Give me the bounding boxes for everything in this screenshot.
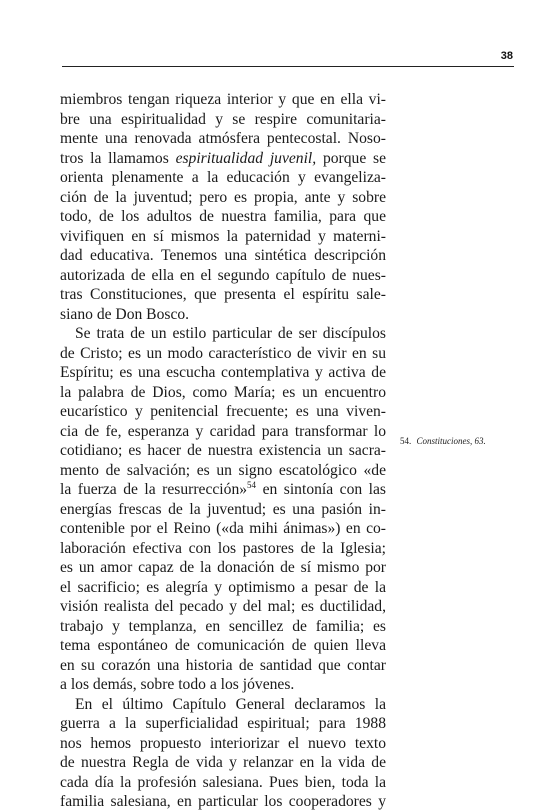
text-line: a los demás, sobre todo a los jóvenes. xyxy=(60,676,295,693)
text-segment: tros la llamamos xyxy=(60,149,169,167)
text-line: autorizada de ella en el segundo capítulo de nues- xyxy=(60,266,386,284)
text-line: es un amor capaz de la donación de sí mismo por xyxy=(60,559,386,576)
text-line: el sacrificio; es alegría y optimismo a pesar de la xyxy=(60,578,386,596)
text-line: visión realista del pecado y del mal; es ductilidad, xyxy=(60,598,386,615)
text-line: guerra a la superficialidad espiritual; para 1988 xyxy=(60,715,386,732)
text-line: laboración efectiva con los pastores de la Iglesia; xyxy=(60,539,386,557)
text-line: eucarístico y penitencial frecuente; es una viven- xyxy=(60,403,386,420)
text-line: cotidiano; es hacer de nuestra existencia un sacra- xyxy=(60,442,386,459)
text-line: tras Constituciones, que presenta el espíritu sale- xyxy=(60,286,386,303)
text-line: contenible por el Reino («da mihi ánimas») en co- xyxy=(60,520,386,537)
footnote-marker: 54 xyxy=(247,479,257,490)
text-line: energías frescas de la juventud; es una pasión in- xyxy=(60,500,386,518)
text-line-mixed xyxy=(60,480,386,500)
text-line: siano de Don Bosco. xyxy=(60,305,190,323)
text-line: bre una espiritualidad y se respire comunitaria- xyxy=(60,110,386,128)
text-line: dad educativa. Tenemos una sintética descripción xyxy=(60,247,386,264)
page-number: 38 xyxy=(500,50,513,62)
text-line: familia salesiana, en particular los cooperadores y xyxy=(60,793,386,810)
text-line: Espíritu; es una escucha contemplativa y activa de xyxy=(60,364,386,381)
text-segment: en sintonía con las xyxy=(262,481,387,498)
text-line: en su corazón una historia de santidad que contar xyxy=(60,656,386,674)
footnote xyxy=(400,436,486,446)
text-line: mento de salvación; es un signo escatológico «de xyxy=(60,461,386,479)
text-line: En el último Capítulo General declaramos la xyxy=(75,695,386,713)
text-segment: la fuerza de la resurrección» xyxy=(60,481,248,498)
emphasis-term: espiritualidad juvenil, xyxy=(175,149,317,167)
header-rule xyxy=(62,66,514,67)
text-line: tema espontáneo de comunicación de quien lleva xyxy=(60,637,386,654)
body-text xyxy=(60,90,386,812)
text-line: miembros tengan riqueza interior y que en ella vi- xyxy=(60,91,386,108)
text-line: cada día la profesión salesiana. Pues bien, toda la xyxy=(60,773,386,791)
text-line: mente una renovada atmósfera pentecostal. Noso- xyxy=(60,130,386,147)
text-line-mixed xyxy=(60,149,386,169)
text-segment: porque se xyxy=(322,149,386,167)
text-line: cia de fe, esperanza y caridad para transformar lo xyxy=(60,422,386,440)
text-line: de Cristo; es un modo característico de vivir en su xyxy=(60,344,386,362)
footnote-text: Constituciones, 63. xyxy=(416,436,486,446)
text-line: nos hemos propuesto interiorizar el nuevo texto xyxy=(60,734,386,752)
text-line: ción de la juventud; pero es propia, ante y sobre xyxy=(60,188,386,206)
text-line: la palabra de Dios, como María; es un encuentro xyxy=(60,383,386,401)
text-line: trabajo y templanza, en sencillez de familia; es xyxy=(60,617,386,635)
text-line: vivifiquen en sí mismos la paternidad y materni- xyxy=(60,227,386,245)
text-line: todo, de los adultos de nuestra familia, para que xyxy=(60,208,386,225)
footnote-number: 54. xyxy=(400,436,412,446)
text-line: orienta plenamente a la educación y evangeliza- xyxy=(60,169,386,186)
text-line: de nuestra Regla de vida y relanzar en la vida de xyxy=(60,754,386,771)
text-line: Se trata de un estilo particular de ser discípulos xyxy=(75,325,386,342)
